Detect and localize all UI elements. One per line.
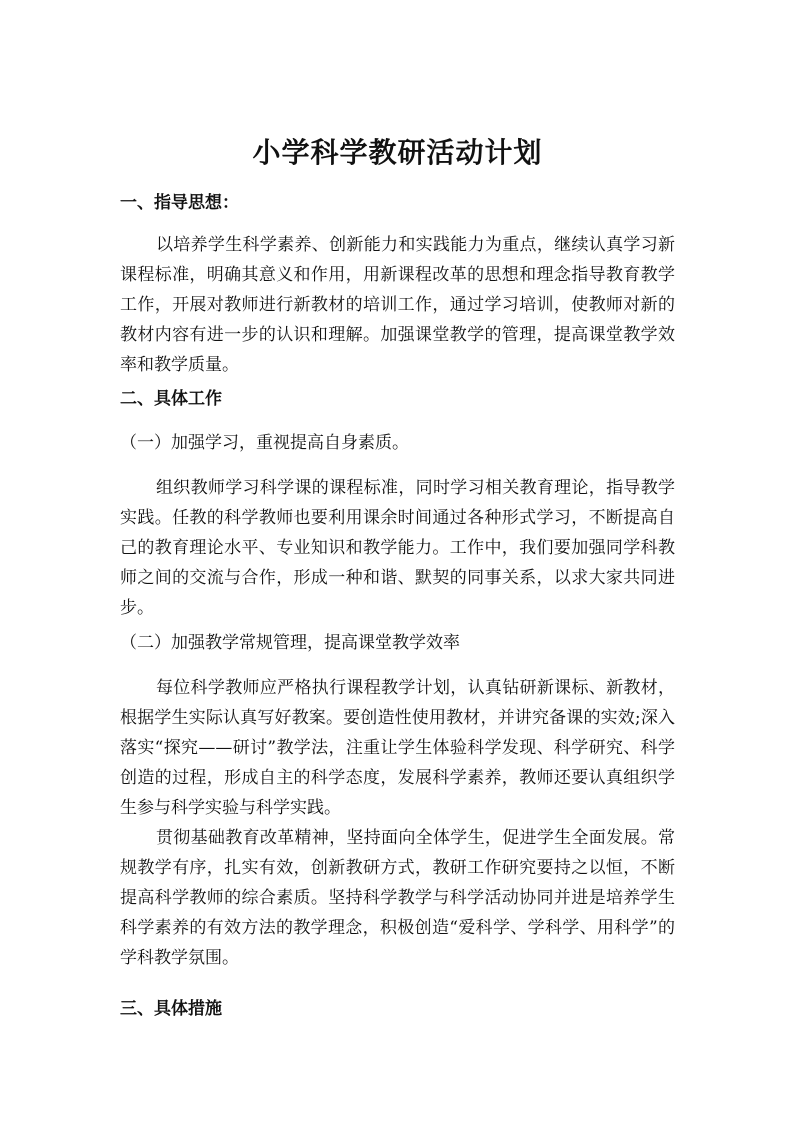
subheading-teaching-management: （二）加强教学常规管理，提高课堂教学效率: [120, 633, 460, 653]
paragraph-guiding-ideology: 以培养学生科学素养、创新能力和实践能力为重点，继续认真学习新课程标准，明确其意义和作用，用新课程改革的思想和理念指导教育教学工作，开展对教师进行新教材的培训工作，通过学习培训，使教师对新的教材内容有进一步的认识和理解。加强课堂教学的管理，提高课堂教学效率和教学质量。: [120, 235, 675, 375]
paragraph-strengthen-learning: 组织教师学习科学课的课程标准，同时学习相关教育理论，指导教学实践。任教的科学教师也要利用课余时间通过各种形式学习，不断提高自己的教育理论水平、专业知识和教学能力。工作中，我们要加强同学科教师之间的交流与合作，形成一种和谐、默契的同事关系，以求大家共同进步。: [120, 478, 675, 618]
document-title: 小学科学教研活动计划: [252, 136, 543, 169]
subheading-strengthen-learning: （一）加强学习，重视提高自身素质。: [120, 433, 409, 453]
section-heading-specific-measures: 三、具体措施: [120, 999, 222, 1019]
section-heading-guiding-ideology: 一、指导思想：: [120, 193, 239, 213]
paragraph-education-reform: 贯彻基础教育改革精神，坚持面向全体学生，促进学生全面发展。常规教学有序，扎实有效，创新教研方式，教研工作研究要持之以恒，不断提高科学教师的综合素质。坚持科学教学与科学活动协同并进是培养学生科学素养的有效方法的教学理念，积极创造“爱科学、学科学、用科学”的学科教学氛围。: [120, 828, 675, 968]
paragraph-teaching-management: 每位科学教师应严格执行课程教学计划，认真钻研新课标、新教材，根据学生实际认真写好教案。要创造性使用教材，并讲究备课的实效;深入落实“探究——研讨”教学法，注重让学生体验科学发现、科学研究、科学创造的过程，形成自主的科学态度，发展科学素养，教师还要认真组织学生参与科学实验与科学实践。: [120, 678, 675, 818]
section-heading-specific-work: 二、具体工作: [120, 389, 222, 409]
